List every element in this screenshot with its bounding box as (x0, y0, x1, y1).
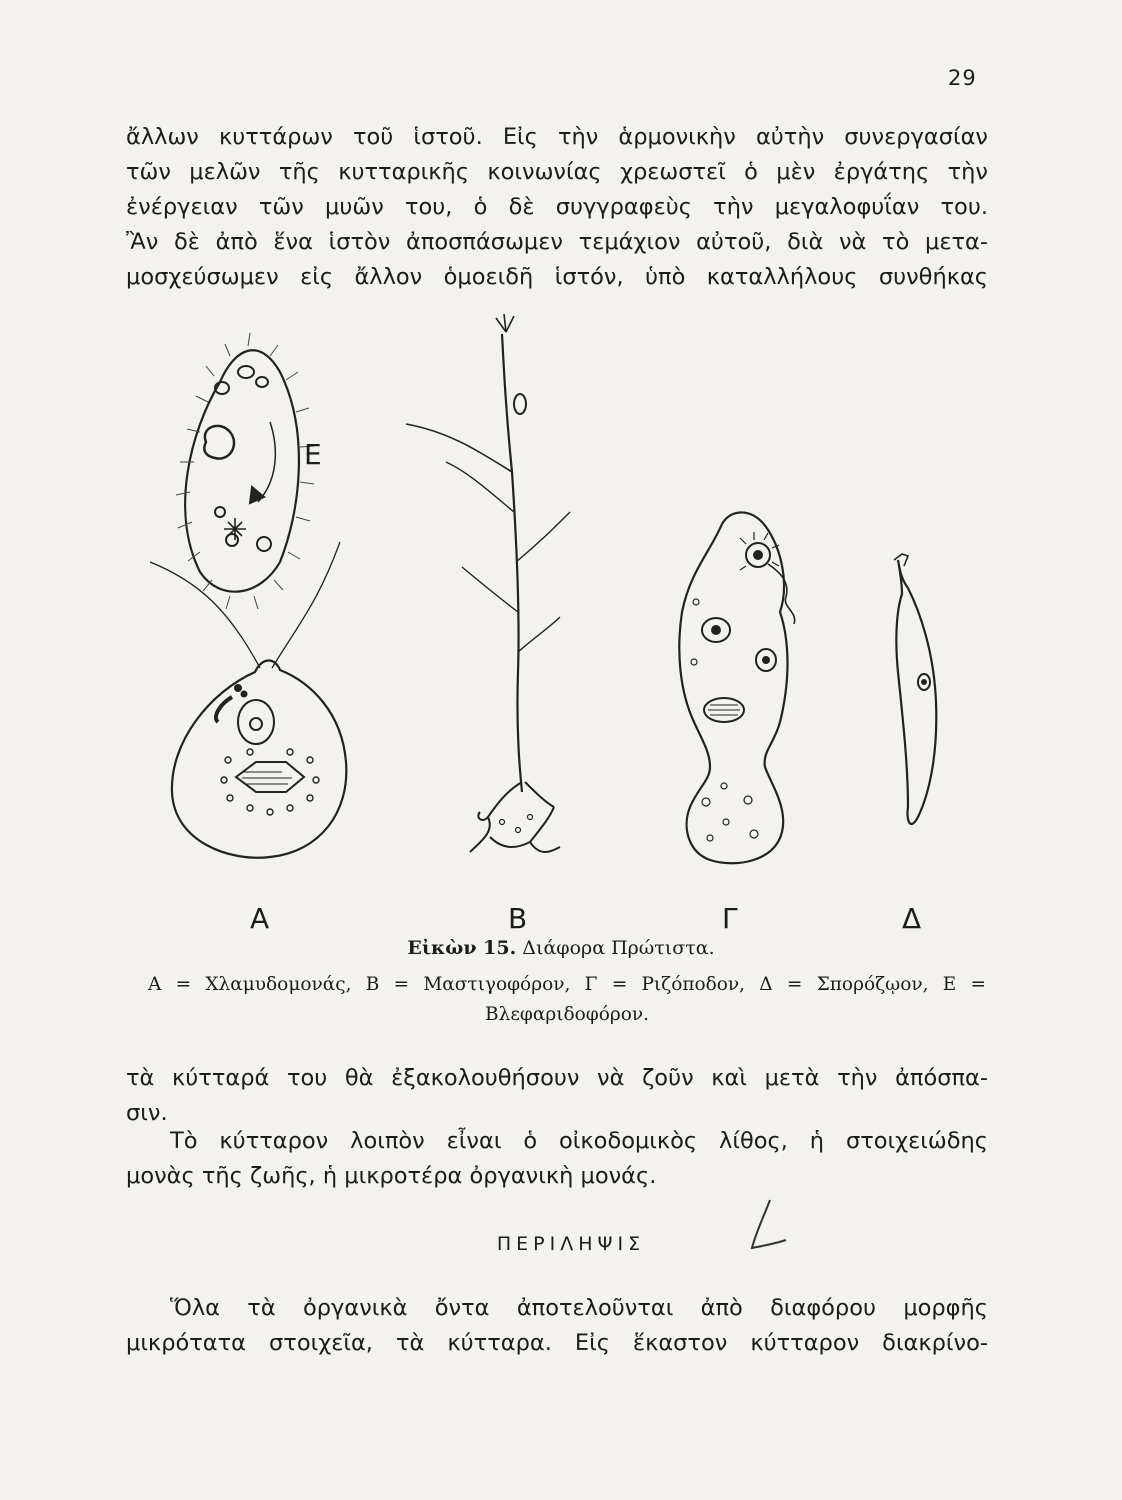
figure-caption-title (0, 937, 1122, 959)
rhizopoda-drawing (679, 512, 794, 863)
protista-figure (150, 312, 1010, 942)
text-line: Ὅλα τὰ ὀργανικὰ ὄντα ἀποτελοῦνται ἀπὸ διαφόρου μορφῆς (170, 1295, 988, 1321)
text-line: ἐνέργειαν τῶν μυῶν του, ὁ δὲ συγγραφεὺς τὴν μεγαλοφυΐαν του. (126, 194, 988, 220)
caption-title-text: Διάφορα Πρώτιστα. (522, 937, 715, 959)
mastigophora-drawing (406, 314, 570, 852)
text-line: μονὰς τῆς ζωῆς, ἡ μικροτέρα ὀργανικὴ μονάς. (126, 1163, 657, 1189)
figure-label-e: Ε (304, 438, 322, 471)
figure-caption-legend (148, 970, 986, 1030)
pencil-check-mark (740, 1196, 790, 1256)
text-line: μοσχεύσωμεν εἰς ἄλλον ὁμοειδῆ ἱστόν, ὑπὸ καταλλήλους συνθήκας (126, 264, 988, 290)
sporozoa-drawing (894, 554, 936, 824)
text-line: σιν. (126, 1100, 168, 1126)
section-heading: ΠΕΡΙΛΗΨΙΣ (496, 1233, 646, 1255)
text-line: μικρότατα στοιχεῖα, τὰ κύτταρα. Εἰς ἕκαστον κύτταρον διακρίνο- (126, 1330, 988, 1356)
text-line: τῶν μελῶν τῆς κυτταρικῆς κοινωνίας χρεωστεῖ ὁ μὲν ἐργάτης τὴν (126, 159, 988, 185)
protista-illustration (150, 312, 1010, 942)
figure-label-b: Β (508, 902, 528, 935)
paragraph-3 (126, 1124, 988, 1194)
caption-figure-number: Εἰκὼν 15. (407, 937, 517, 959)
paragraph-1 (126, 120, 988, 295)
caption-legend-line-1: Α = Χλαμυδομονάς, Β = Μαστιγοφόρον, Γ = Ριζόποδον, Δ = Σπορόζῳον, Ε = (148, 974, 986, 995)
ciliate-drawing (176, 333, 314, 609)
paragraph-4 (126, 1291, 988, 1361)
caption-legend-line-2: Βλεφαριδοφόρον. (485, 1004, 649, 1025)
figure-label-g: Γ (722, 902, 738, 935)
text-line: Τὸ κύτταρον λοιπὸν εἶναι ὁ οἰκοδομικὸς λίθος, ἡ στοιχειώδης (170, 1128, 988, 1154)
text-line: τὰ κύτταρά του θὰ ἐξακολουθήσουν νὰ ζοῦν καὶ μετὰ τὴν ἀπόσπα- (126, 1065, 988, 1091)
page-number: 29 (948, 66, 977, 90)
figure-label-d: Δ (902, 902, 922, 935)
text-line: ἄλλων κυττάρων τοῦ ἱστοῦ. Εἰς τὴν ἁρμονικὴν αὐτὴν συνεργασίαν (126, 124, 988, 150)
text-line: Ἂν δὲ ἀπὸ ἕνα ἱστὸν ἀποσπάσωμεν τεμάχιον αὐτοῦ, διὰ νὰ τὸ μετα- (126, 229, 988, 255)
figure-label-a: Α (250, 902, 270, 935)
paragraph-2 (126, 1061, 988, 1131)
